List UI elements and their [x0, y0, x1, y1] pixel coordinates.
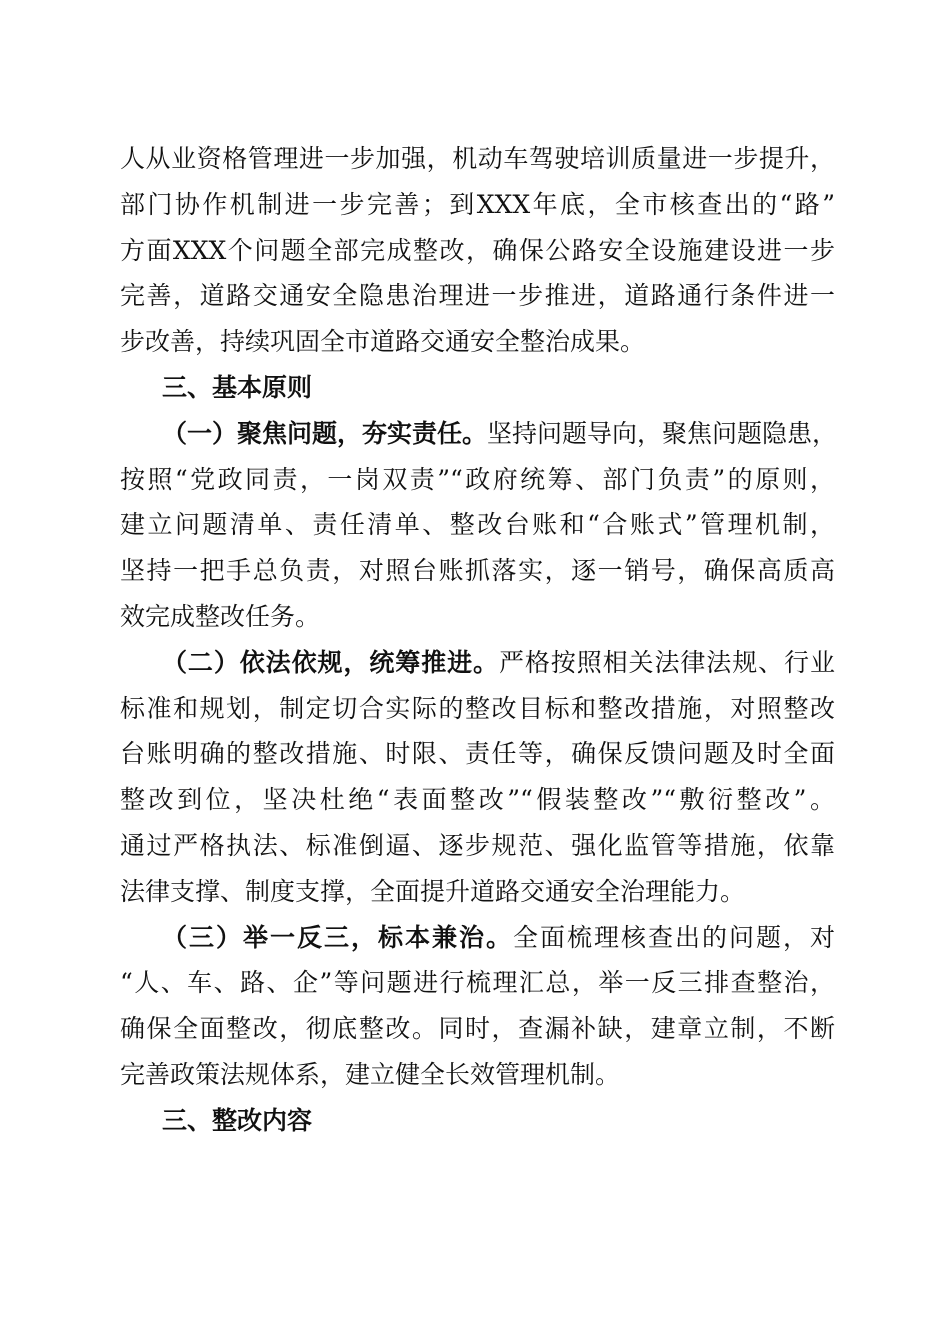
principle-lead: （一）聚焦问题，夯实责任。	[162, 418, 488, 448]
principle-lead: （二）依法依规，统筹推进。	[162, 647, 499, 677]
text-line	[120, 411, 838, 457]
text-line: 整改到位，坚决杜绝“表面整改”“假装整改”“敷衍整改”。	[120, 785, 835, 815]
text-line: 按照“党政同责，一岗双责”“政府统筹、部门负责”的原则，	[120, 464, 835, 494]
text-line	[120, 915, 835, 961]
section-heading-basic-principles: 三、基本原则	[162, 372, 313, 402]
section-heading-rectification-content: 三、整改内容	[162, 1105, 313, 1135]
text-line: 部门协作机制进一步完善；到XXX年底，全市核查出的“路”	[120, 189, 835, 219]
paragraph-principle-3	[120, 915, 835, 1098]
paragraph-principle-2	[120, 640, 835, 915]
text-line: 台账明确的整改措施、时限、责任等，确保反馈问题及时全面	[120, 739, 835, 769]
document-body	[120, 136, 838, 1144]
text-line: 方面XXX个问题全部完成整改，确保公路安全设施建设进一步	[120, 235, 835, 265]
text-line: 确保全面整改，彻底整改。同时，查漏补缺，建章立制，不断	[120, 1014, 835, 1044]
principle-text: 坚持问题导向，聚焦问题隐患，	[487, 418, 838, 448]
principle-lead: （三）举一反三，标本兼治。	[162, 922, 513, 952]
text-line: 坚持一把手总负责，对照台账抓落实，逐一销号，确保高质高	[120, 556, 835, 586]
text-line: 完善，道路交通安全隐患治理进一步推进，道路通行条件进一	[120, 281, 835, 311]
text-line	[120, 640, 835, 686]
text-line: 标准和规划，制定切合实际的整改目标和整改措施，对照整改	[120, 693, 835, 723]
text-line: 建立问题清单、责任清单、整改台账和“合账式”管理机制，	[120, 510, 835, 540]
paragraph-principle-1	[120, 411, 838, 640]
text-line: 法律支撑、制度支撑，全面提升道路交通安全治理能力。	[120, 876, 746, 906]
text-line: 通过严格执法、标准倒逼、逐步规范、强化监管等措施，依靠	[120, 830, 835, 860]
text-line: 步改善，持续巩固全市道路交通安全整治成果。	[120, 327, 646, 357]
principle-text: 全面梳理核查出的问题，对	[512, 922, 835, 952]
principle-text: 严格按照相关法律法规、行业	[498, 647, 835, 677]
text-line: 效完成整改任务。	[120, 601, 321, 631]
paragraph-goals	[120, 136, 835, 365]
text-line: 完善政策法规体系，建立健全长效管理机制。	[120, 1059, 621, 1089]
text-line: 人从业资格管理进一步加强，机动车驾驶培训质量进一步提升，	[120, 144, 835, 173]
text-line: “人、车、路、企”等问题进行梳理汇总，举一反三排查整治，	[120, 968, 835, 998]
